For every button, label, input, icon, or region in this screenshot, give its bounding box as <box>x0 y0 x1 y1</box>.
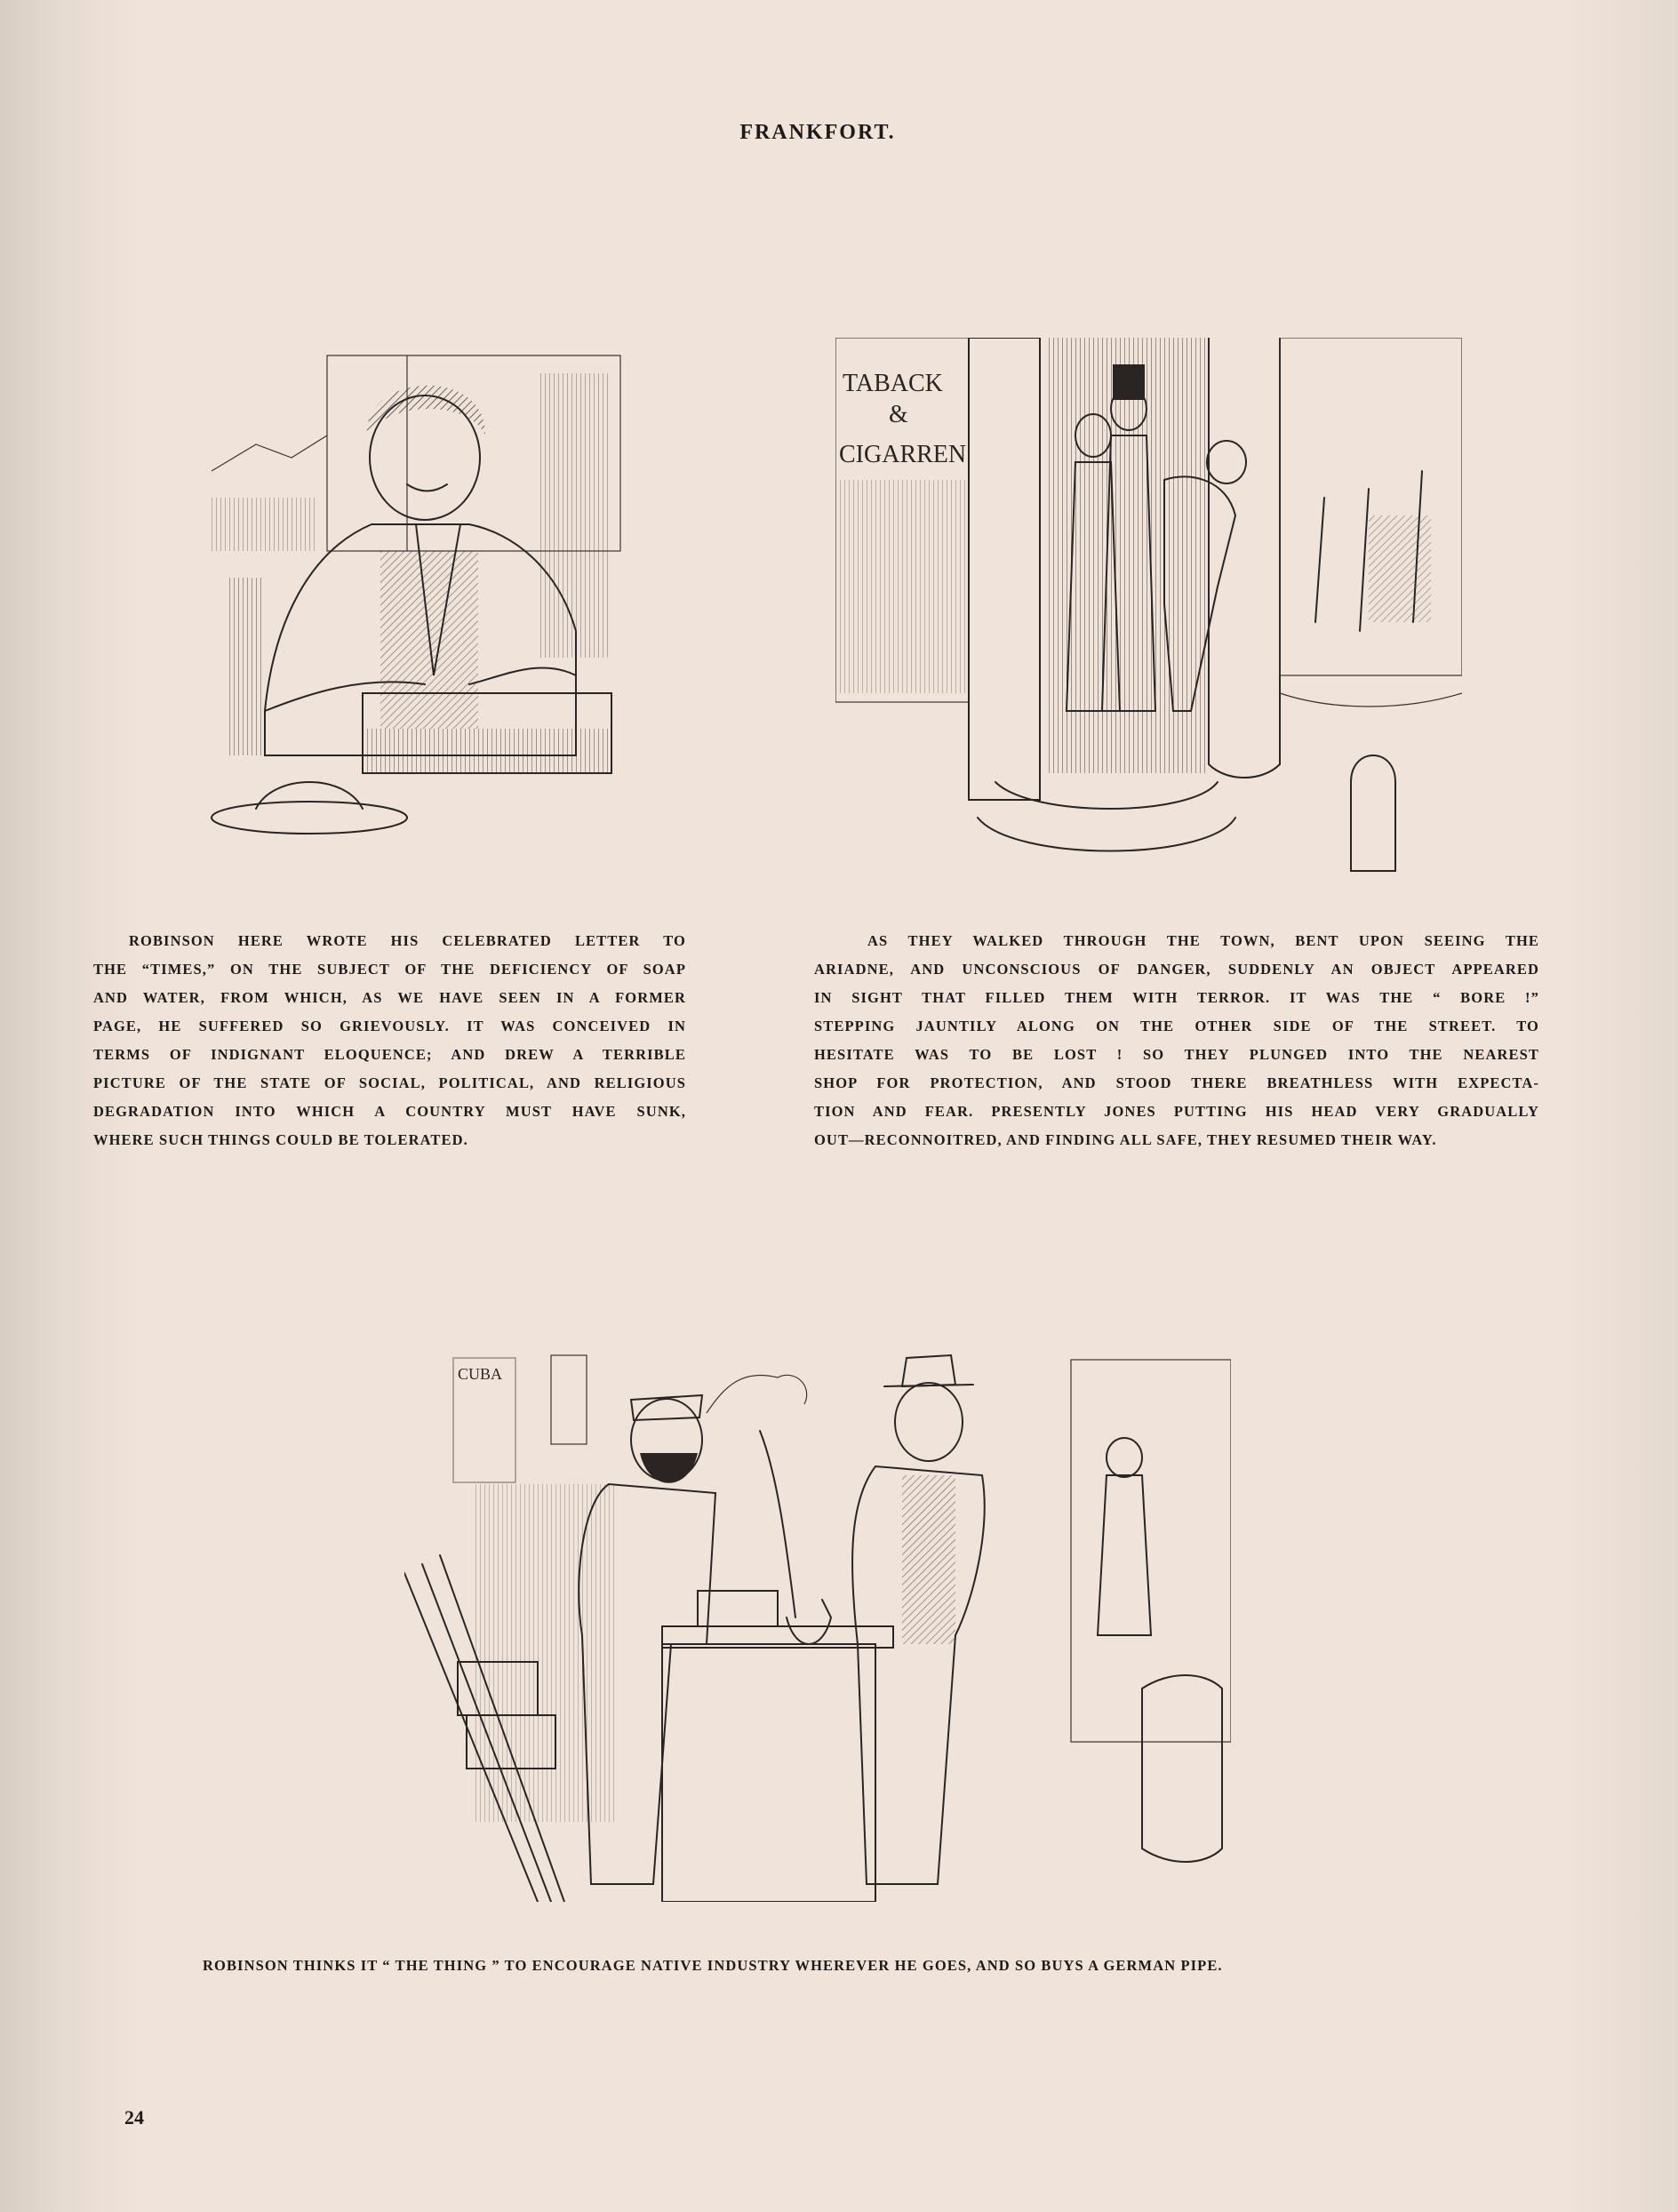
running-head: FRANKFORT. <box>739 121 896 144</box>
illustration-robinson-writing <box>203 338 633 853</box>
caption-bottom: ROBINSON THINKS IT “ THE THING ” TO ENCOURAGE NATIVE INDUSTRY WHEREVER HE GOES, AND SO BUYS A GERMAN PIPE. <box>203 1957 1223 1974</box>
caption-line: WHERE SUCH THINGS COULD BE TOLERATED. <box>93 1131 468 1148</box>
caption-line: DEGRADATION INTO WHICH A COUNTRY MUST HAVE SUNK, <box>93 1103 686 1120</box>
illustration-hiding-in-shop <box>835 338 1462 884</box>
shop-sign-taback: TABACK <box>843 370 943 397</box>
caption-line: OUT—RECONNOITRED, AND FINDING ALL SAFE, THEY RESUMED THEIR WAY. <box>814 1131 1437 1148</box>
caption-left <box>93 927 686 1154</box>
caption-line: TION AND FEAR. PRESENTLY JONES PUTTING HIS HEAD VERY GRADUALLY <box>814 1103 1539 1120</box>
caption-line: AND WATER, FROM WHICH, AS WE HAVE SEEN IN A FORMER <box>93 989 686 1006</box>
shop-sign-ampersand: & <box>889 401 908 428</box>
engraving-shop-doorway <box>835 338 1462 884</box>
poster-cuba: CUBA <box>458 1365 503 1383</box>
caption-line: IN SIGHT THAT FILLED THEM WITH TERROR. IT WAS THE “ BORE !” <box>814 989 1539 1006</box>
caption-line: HESITATE WAS TO BE LOST ! SO THEY PLUNGED INTO THE NEAREST <box>814 1046 1539 1063</box>
engraving-writing-scene <box>203 338 633 853</box>
caption-line: ROBINSON HERE WROTE HIS CELEBRATED LETTER TO <box>129 932 686 949</box>
page-number: 24 <box>124 2106 144 2128</box>
caption-line: PAGE, HE SUFFERED SO GRIEVOUSLY. IT WAS CONCEIVED IN <box>93 1018 686 1034</box>
caption-line: THE “TIMES,” ON THE SUBJECT OF THE DEFICIENCY OF SOAP <box>93 961 686 978</box>
caption-line: PICTURE OF THE STATE OF SOCIAL, POLITICAL, AND RELIGIOUS <box>93 1074 686 1091</box>
caption-line: TERMS OF INDIGNANT ELOQUENCE; AND DREW A TERRIBLE <box>93 1046 686 1063</box>
caption-right <box>814 927 1539 1154</box>
caption-line: SHOP FOR PROTECTION, AND STOOD THERE BREATHLESS WITH EXPECTA- <box>814 1074 1539 1091</box>
engraving-pipe-shop <box>404 1351 1231 1902</box>
caption-line: STEPPING JAUNTILY ALONG ON THE OTHER SIDE OF THE STREET. TO <box>814 1018 1539 1034</box>
illustration-buying-pipe <box>404 1351 1231 1902</box>
caption-line: ARIADNE, AND UNCONSCIOUS OF DANGER, SUDDENLY AN OBJECT APPEARED <box>814 961 1539 978</box>
caption-line: AS THEY WALKED THROUGH THE TOWN, BENT UPON SEEING THE <box>867 932 1539 949</box>
shop-sign-cigarren: CIGARREN <box>839 441 967 468</box>
